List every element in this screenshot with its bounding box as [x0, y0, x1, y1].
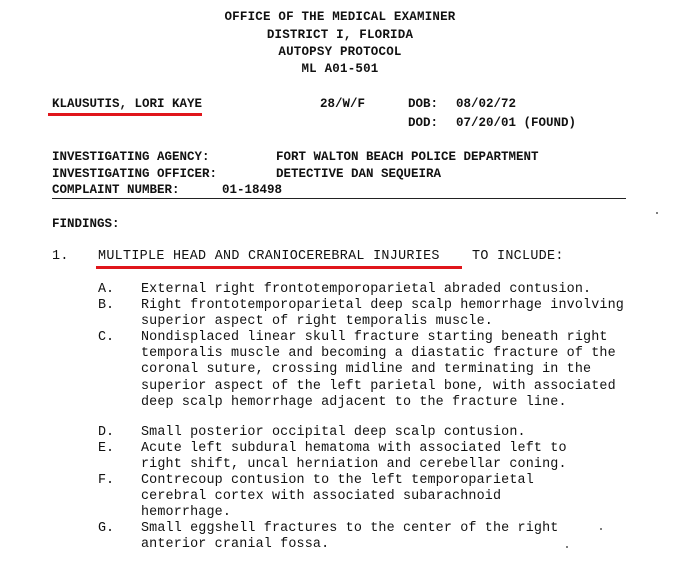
name-highlight-underline: [48, 113, 202, 116]
officer-label: INVESTIGATING OFFICER:: [52, 167, 218, 181]
complaint-value: 01-18498: [222, 183, 283, 197]
item-letter: B.: [98, 298, 115, 313]
dob-value: 08/02/72: [456, 97, 517, 111]
scan-speck: [656, 212, 658, 214]
dod-value: 07/20/01 (FOUND): [456, 116, 577, 130]
case-number: ML A01-501: [301, 62, 379, 76]
item-text: Nondisplaced linear skull fracture starting beneath right temporalis muscle and becoming a diastatic fracture of the coronal suture, crossing midline and terminating in the superior aspect of the left parietal bone, with associated deep scalp hemorrhage adjacent to the fracture line.: [141, 330, 616, 410]
item-letter: D.: [98, 425, 115, 440]
item-letter: F.: [98, 473, 115, 488]
subject-demographics: 28/W/F: [320, 97, 366, 111]
findings-label: FINDINGS:: [52, 217, 120, 231]
item-letter: G.: [98, 521, 115, 536]
item-text: Acute left subdural hematoma with associated left to right shift, uncal herniation and cerebellar coning.: [141, 441, 567, 473]
item-text: External right frontotemporoparietal abraded contusion.: [141, 282, 592, 297]
dob-label: DOB:: [408, 97, 439, 111]
item-text: Small posterior occipital deep scalp contusion.: [141, 425, 526, 440]
item-text: Small eggshell fractures to the center of the right anterior cranial fossa.: [141, 521, 559, 553]
finding-number: 1.: [52, 249, 69, 264]
item-letter: C.: [98, 330, 115, 345]
protocol-title: AUTOPSY PROTOCOL: [278, 45, 402, 59]
district-title: DISTRICT I, FLORIDA: [266, 28, 414, 42]
officer-value: DETECTIVE DAN SEQUEIRA: [276, 167, 442, 181]
office-title: OFFICE OF THE MEDICAL EXAMINER: [224, 10, 456, 24]
finding-heading-suffix: TO INCLUDE:: [472, 249, 564, 264]
agency-value: FORT WALTON BEACH POLICE DEPARTMENT: [276, 150, 539, 164]
item-letter: E.: [98, 441, 115, 456]
item-text: Right frontotemporoparietal deep scalp hemorrhage involving superior aspect of right temporalis muscle.: [141, 298, 624, 330]
heading-highlight-underline: [96, 266, 462, 269]
dod-label: DOD:: [408, 116, 439, 130]
item-letter: A.: [98, 282, 115, 297]
finding-heading: MULTIPLE HEAD AND CRANIOCEREBRAL INJURIES: [98, 249, 440, 264]
complaint-label: COMPLAINT NUMBER:: [52, 183, 180, 197]
subject-name: KLAUSUTIS, LORI KAYE: [52, 97, 203, 111]
agency-label: INVESTIGATING AGENCY:: [52, 150, 210, 164]
scan-speck: [600, 528, 602, 530]
item-text: Contrecoup contusion to the left temporoparietal cerebral cortex with associated subarachnoid hemorrhage.: [141, 473, 534, 521]
section-rule: [52, 198, 626, 199]
scan-speck: [566, 546, 568, 548]
